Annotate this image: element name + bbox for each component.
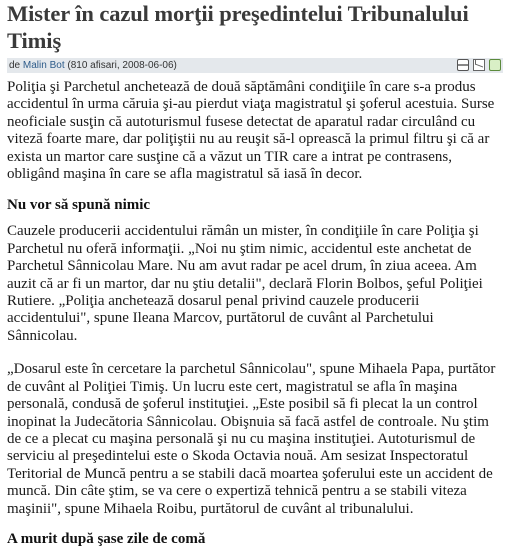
article-paragraph: „Dosarul este în cercetare la parchetul Sânnicolau", spune Mihaela Papa, purtător de cuvânt al Poliţiei Timiş. Un lucru este cert, magistratul se afla în maşina personală, condusă de şoferul instituţiei. „Este posibil să fi plecat la un control inopinat la Judecătoria Sânnicolau. Obişnuia să facă astfel de controale. Nu ştim de ce a plecat cu maşina personală şi nu cu maşina instituţiei. Autoturismul de serviciu al preşedintelui este o Skoda Octavia nouă. Am sesizat Inspectoratul Teritorial de Muncă pentru a se stabili dacă moartea şoferului este un accident de muncă. Din câte ştim, se va cere o expertiză tehnică pentru a se stabili viteza maşinii", spune Mihaela Roibu, purtătorul de cuvânt al tribunalului. <box>7 361 496 517</box>
email-icon[interactable] <box>473 59 485 71</box>
comment-icon[interactable] <box>489 59 501 71</box>
article-paragraph: Cauzele producerii accidentului rămân un mister, în condiţiile în care Poliţia şi Parchetul nu oferă informaţii. „Noi nu ştim nimic, accidentul este anchetat de Parchetul Sânnicolau Mare. Nu am avut radar pe acel drum, în ziua aceea. Am auzit că ar fi un martor, dar nu ştiu detalii", declară Florin Bolbos, şeful Poliţiei Rutiere. „Poliţia anchetează dosarul penal privind cauzele producerii accidentului", spune Ileana Marcov, purtătorul de cuvânt al Parchetului Sânnicolau. <box>7 223 483 344</box>
byline-prefix: de <box>9 60 21 71</box>
section-heading: Nu vor să spună nimic <box>7 197 151 214</box>
section-heading: A murit după şase zile de comă <box>7 530 206 547</box>
print-icon[interactable] <box>457 59 469 71</box>
article-title: Mister în cazul morţii preşedintelui Tribunalului Timiş <box>7 1 469 53</box>
article-tools <box>457 59 501 71</box>
article-meta-bar <box>7 58 503 73</box>
article-paragraph: Poliţia şi Parchetul anchetează de două săptămâni condiţiile în care s-a produs accidentul în urma căruia şi-au pierdut viaţa magistratul şi şoferul acestuia. Surse neoficiale susţin că autoturismul fusese detectat de aparatul radar circulând cu viteză foarte mare, dar poliţiştii nu au reuşit să-l oprească la primul filtru şi că ar exista un martor care susţine că a văzut un TIR care a intrat pe contrasens, obligând maşina în care se afla magistratul să iasă în decor. <box>7 79 495 183</box>
author-link[interactable]: Malin Bot <box>22 60 65 71</box>
article-stats: (810 afisari, 2008-06-06) <box>67 60 177 71</box>
